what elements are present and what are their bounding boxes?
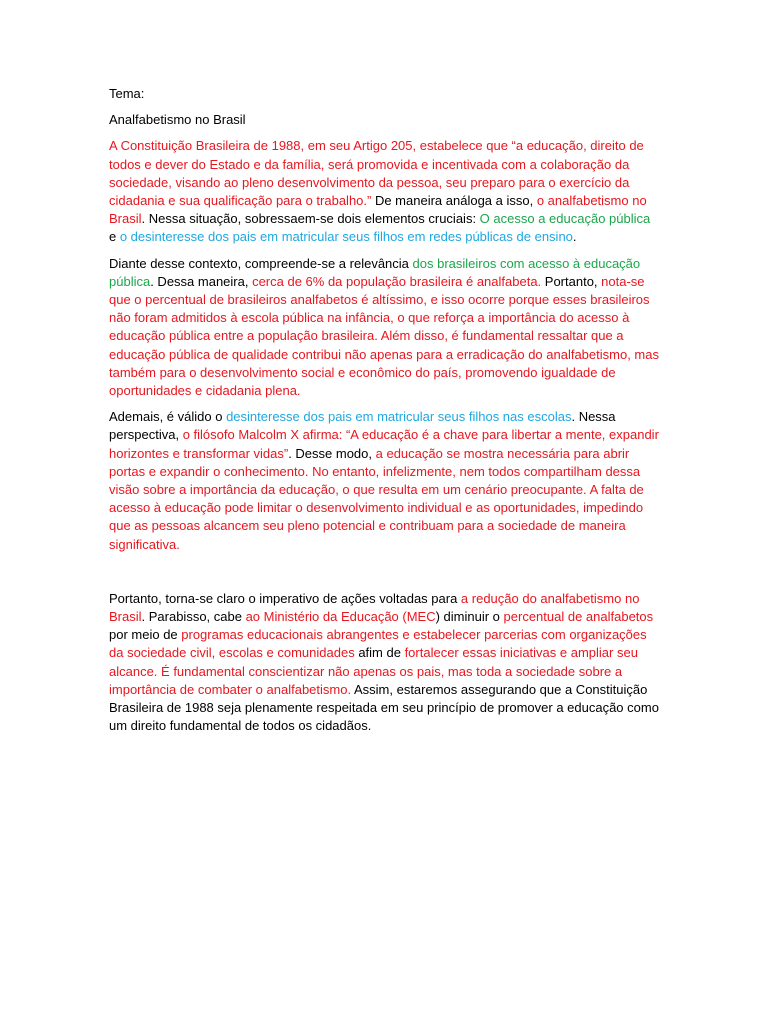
text-segment: O acesso a educação pública [479, 211, 651, 227]
text-segment: . Nessa perspectiva, [109, 409, 616, 443]
text-segment: afim de [354, 645, 405, 661]
text-segment: Diante desse contexto, compreende-se a relevância [109, 255, 413, 271]
text-segment: . Nessa situação, sobressaem-se dois elementos cruciais: [141, 211, 480, 227]
text-segment: . [572, 229, 577, 245]
text-segment: a educação se mostra necessária para abrir portas e expandir o conhecimento. No entanto, infelizmente, nem todos compartilham dessa visão sobre a importância da educação, o que resulta em um cenário preocupante. A falta de acesso à educação pode limitar o desenvolvimento individual e as oportunidades, impedindo que as pessoas alcancem seu pleno potencial e contribuam para a sociedade de maneira significativa. [109, 445, 644, 552]
intro-paragraph [109, 137, 661, 246]
text-segment: desinteresse dos pais em matricular seus filhos nas escolas [226, 409, 572, 425]
text-segment: a redução do analfabetismo no Brasil [109, 590, 640, 625]
conclusion-paragraph [109, 590, 661, 736]
text-segment: o desinteresse dos pais em matricular seus filhos em redes públicas de ensino [119, 229, 573, 245]
text-segment: o analfabetismo no Brasil [109, 193, 647, 227]
essay-body [109, 85, 661, 744]
text-segment: ) diminuir o [435, 609, 504, 625]
text-segment: cerca de 6% da população brasileira é analfabeta. [252, 273, 542, 289]
text-segment: o filósofo Malcolm X afirma: “A educação é a chave para libertar a mente, expandir horizontes e transformar vidas” [109, 427, 659, 461]
development-paragraph-2 [109, 408, 661, 554]
text-segment: por meio de [109, 627, 182, 643]
text-segment: . Dessa maneira, [150, 273, 253, 289]
text-segment: De maneira análoga a isso, [371, 193, 537, 209]
text-segment: Assim, estaremos assegurando que a Constituição Brasileira de 1988 seja plenamente respeitada em seu princípio de promover a educação como um direito fundamental de todos os cidadãos. [109, 681, 659, 734]
text-segment: Portanto, [541, 273, 602, 289]
text-segment: Ademais, é válido o [109, 409, 227, 425]
text-segment: Portanto, torna-se claro o imperativo de ações voltadas para [109, 590, 461, 606]
text-segment: programas educacionais abrangentes e estabelecer parcerias com organizações da sociedade civil, escolas e comunidades [109, 627, 647, 661]
text-segment: A Constituição Brasileira de 1988, em seu Artigo 205, estabelece que “a educação, direito de todos e dever do Estado e da família, será promovida e incentivada com a colaboração da sociedade, visando ao pleno desenvolvimento da pessoa, seu preparo para o exercício da cidadania e sua qualificação para o trabalho.” [109, 138, 644, 209]
blank-line [109, 562, 661, 590]
theme-title: Analfabetismo no Brasil [109, 112, 246, 128]
text-segment: nota-se que o percentual de brasileiros analfabetos é altíssimo, e isso ocorre porque esses brasileiros não foram admitidos à escola pública na infância, o que reforça a importância do acesso à educação pública entre a população brasileira. Além disso, é fundamental ressaltar que a educação pública de qualidade contribui não apenas para a erradicação do analfabetismo, mas também para o desenvolvimento social e econômico do país, promovendo igualdade de oportunidades e cidadania plena. [109, 273, 659, 399]
text-segment: ao Ministério da Educação (MEC [245, 609, 436, 625]
text-segment: . Parabisso, cabe [141, 609, 246, 625]
text-segment: . Desse modo, [288, 445, 376, 461]
text-segment: e [109, 229, 120, 245]
text-segment: dos brasileiros com acesso à educação pública [109, 255, 641, 289]
heading-label: Tema: [109, 86, 145, 101]
text-segment: fortalecer essas iniciativas e ampliar seu alcance. É fundamental conscientizar não apenas os pais, mas toda a sociedade sobre a importância de combater o analfabetismo. [109, 645, 638, 697]
text-segment: percentual de analfabetos [503, 609, 654, 625]
development-paragraph-1 [109, 255, 661, 401]
